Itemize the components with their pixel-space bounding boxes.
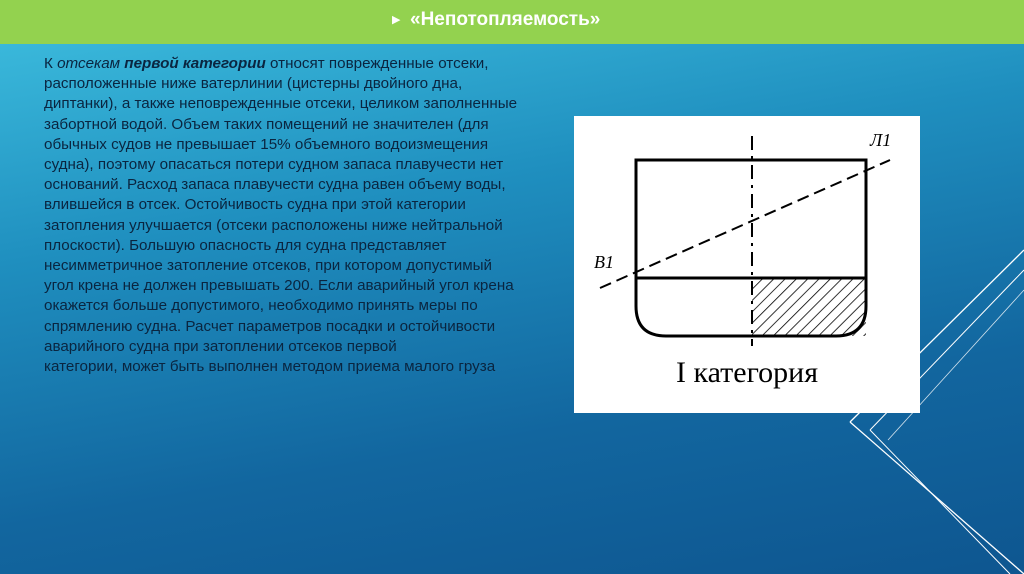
lead-emphasis: первой категории bbox=[124, 55, 266, 72]
lead-normal: К bbox=[44, 55, 58, 72]
lead-italic: отсекам bbox=[57, 55, 125, 72]
slide-title: «Непотопляемость» bbox=[410, 9, 601, 30]
paragraph-tail: категории, может быть выполнен методом приема малого груза bbox=[44, 358, 496, 376]
label-l1: Л1 bbox=[870, 130, 892, 150]
play-bullet-icon: ▶ bbox=[392, 14, 401, 26]
paragraph-body: относят поврежденные отсеки, расположенные ниже ватерлинии (цистерны двойного дна, диптанки), а также неповрежденные отсеки, целиком заполненные забортной водой. Объем таких помещений не значителен (для обычных судов не превышает 15% объемного водоизмещения судна), поэтому опасаться потери судном запаса плавучести нет оснований. Расход запаса плавучести судна равен объему воды, влившейся в отсек. Остойчивость судна при этой категории затопления улучшается (отсеки расположены ниже нейтральной плоскости). Большую опасность для судна представляет несимметричное затопление отсеков, при котором допустимый угол крена не должен превышать 200. Если аварийный угол крена окажется больше допустимого, необходимо принять меры по спрямлению судна. Расчет параметров посадки и остойчивости аварийного судна при затоплении отсеков первой bbox=[44, 55, 518, 355]
figure-caption: I категория bbox=[676, 356, 818, 389]
label-v1: В1 bbox=[594, 252, 614, 272]
